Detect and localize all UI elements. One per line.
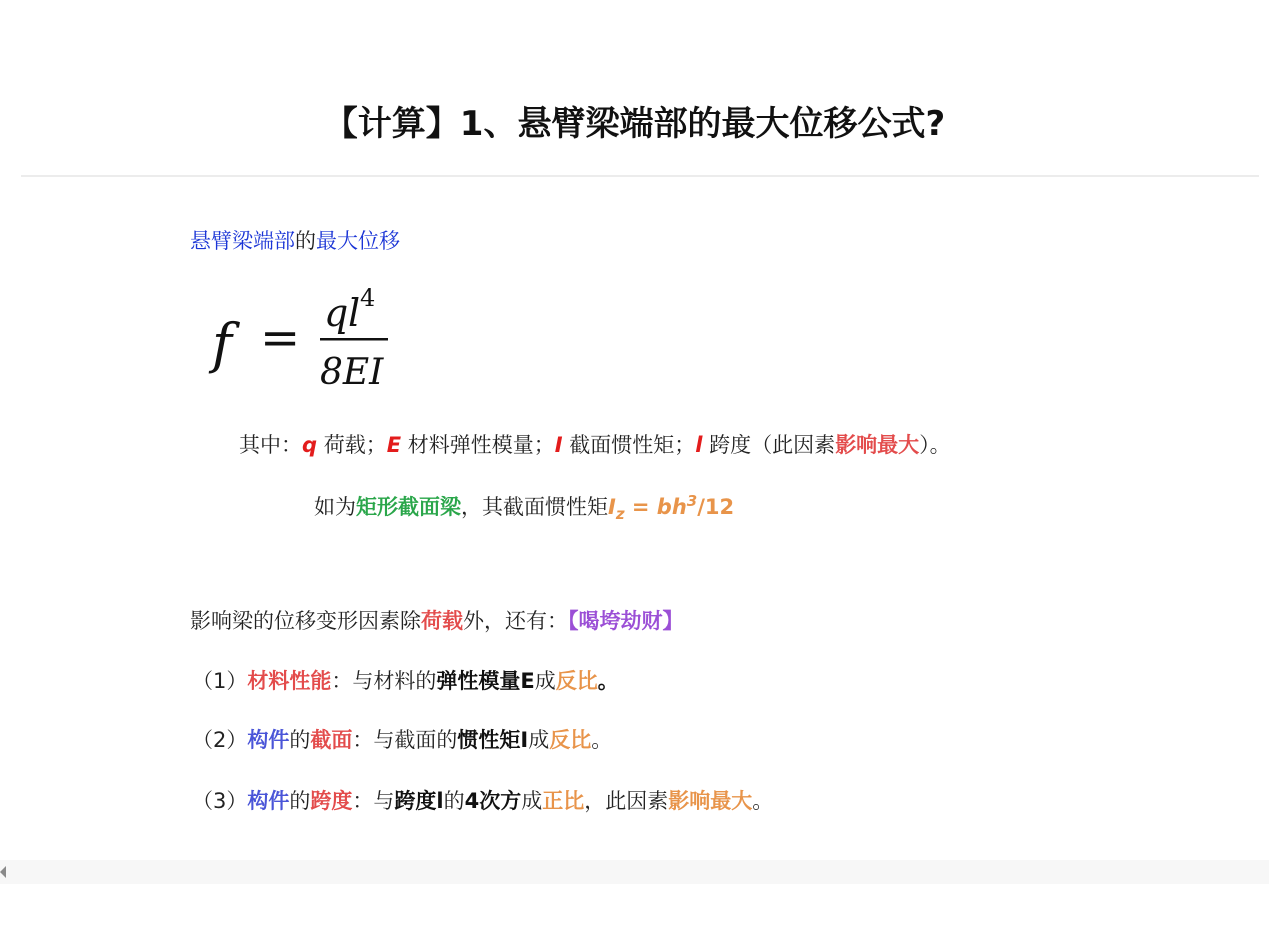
factors-mnemonic: 【喝垮劫财】 xyxy=(568,609,684,633)
factors-line xyxy=(190,606,684,636)
var-l-emphasis: 影响最大 xyxy=(835,433,920,457)
list-item-3 xyxy=(192,786,773,816)
intro-line xyxy=(190,226,400,256)
item-1-number: （1） xyxy=(192,669,248,693)
variables-line xyxy=(239,430,951,460)
item-2-cheng: 成 xyxy=(528,728,550,752)
iz-divisor: /12 xyxy=(697,495,735,519)
factors-load: 荷载 xyxy=(421,609,463,633)
factors-prefix: 影响梁的位移变形因素除 xyxy=(190,609,421,633)
item-3-de: 的 xyxy=(289,789,311,813)
item-3-factor: ，此因素 xyxy=(584,789,669,813)
var-e: E xyxy=(386,433,402,457)
formula-numerator-l: l xyxy=(348,291,361,335)
deflection-formula xyxy=(208,280,408,400)
item-1-end: 。 xyxy=(597,669,619,693)
intro-term-cantilever-end: 悬臂梁端部 xyxy=(190,229,295,253)
item-2-de: 的 xyxy=(289,728,311,752)
variables-prefix: 其中： xyxy=(239,433,302,457)
item-2-number: （2） xyxy=(192,728,248,752)
item-2-inverse: 反比 xyxy=(549,728,592,752)
item-3-end: 。 xyxy=(752,789,774,813)
item-3-member: 构件 xyxy=(247,789,290,813)
item-2-member: 构件 xyxy=(247,728,290,752)
formula-denominator: 8EI xyxy=(320,352,384,393)
var-i: I xyxy=(554,433,563,457)
formula-numerator-q: q xyxy=(324,291,349,335)
rect-mid: ，其截面惯性矩 xyxy=(461,495,608,519)
iz-subscript: z xyxy=(615,505,625,524)
item-2-inertia: 惯性矩I xyxy=(457,728,529,752)
item-3-cheng: 成 xyxy=(521,789,543,813)
var-l-end: ）。 xyxy=(919,433,951,457)
formula-exponent: 4 xyxy=(360,284,376,312)
var-q: q xyxy=(302,433,318,457)
item-3-direct: 正比 xyxy=(542,789,585,813)
page-title: 【计算】1、悬臂梁端部的最大位移公式? xyxy=(323,104,946,144)
scroll-left-arrow-icon[interactable] xyxy=(0,866,6,878)
var-l: l xyxy=(695,433,703,457)
item-1-inverse: 反比 xyxy=(555,669,598,693)
item-1-modulus: 弹性模量E xyxy=(436,669,535,693)
formula-lhs: f xyxy=(212,312,232,375)
horizontal-scrollbar[interactable] xyxy=(0,860,1269,884)
var-i-desc: 截面惯性矩； xyxy=(562,433,696,457)
iz-symbol: I xyxy=(608,495,616,519)
rect-prefix: 如为 xyxy=(314,495,356,519)
item-3-span-l: 跨度l xyxy=(394,789,444,813)
intro-connector: 的 xyxy=(295,229,316,253)
item-3-number: （3） xyxy=(192,789,248,813)
item-1-text: ：与材料的 xyxy=(331,669,437,693)
var-q-desc: 荷载； xyxy=(317,433,387,457)
title-divider xyxy=(21,175,1259,177)
item-2-end: 。 xyxy=(591,728,613,752)
item-1-cheng: 成 xyxy=(534,669,556,693)
iz-bh: bh xyxy=(656,495,687,519)
item-3-max-influence: 影响最大 xyxy=(668,789,753,813)
var-e-desc: 材料弹性模量； xyxy=(401,433,555,457)
formula-fraction-bar xyxy=(320,338,388,341)
list-item-1 xyxy=(192,666,619,696)
item-3-span: 跨度 xyxy=(310,789,353,813)
iz-equals: = xyxy=(624,495,657,519)
item-3-fourth-power: 4次方 xyxy=(464,789,522,813)
iz-exponent: 3 xyxy=(686,492,698,510)
rect-beam-term: 矩形截面梁 xyxy=(356,495,461,519)
item-2-section: 截面 xyxy=(310,728,353,752)
item-1-material: 材料性能 xyxy=(247,669,332,693)
intro-term-max-displacement: 最大位移 xyxy=(316,229,400,253)
item-3-text: ：与 xyxy=(352,789,395,813)
list-item-2 xyxy=(192,725,612,755)
formula-equals: = xyxy=(260,310,301,366)
var-l-desc: 跨度（此因素 xyxy=(702,433,836,457)
rect-section-line xyxy=(314,486,734,529)
item-2-text: ：与截面的 xyxy=(352,728,458,752)
factors-mid: 外，还有： xyxy=(463,609,568,633)
item-3-de2: 的 xyxy=(443,789,465,813)
